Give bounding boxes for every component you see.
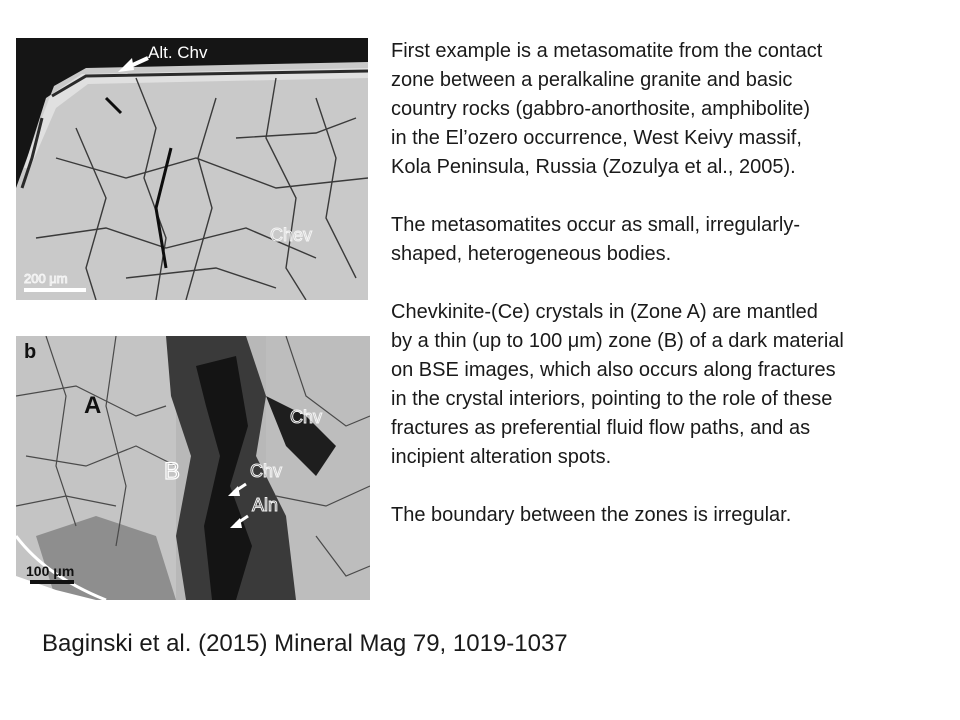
scale-bar-label: 100 μm xyxy=(26,563,75,579)
scale-bar-label: 200 μm xyxy=(24,271,68,286)
paragraph: The boundary between the zones is irregular. xyxy=(391,504,792,526)
scale-bar-line xyxy=(24,288,86,292)
bse-image-top xyxy=(16,38,368,300)
label-chv: Chv xyxy=(250,461,283,481)
label-chev: Chev xyxy=(270,225,313,245)
label-chv: Chv xyxy=(290,407,323,427)
panel-letter: b xyxy=(24,341,37,363)
bse-image-top-graphic xyxy=(16,38,368,300)
bse-image-bottom-graphic xyxy=(16,336,370,600)
label-zone-b: B xyxy=(164,458,181,485)
citation: Baginski et al. (2015) Mineral Mag 79, 1019-1037 xyxy=(42,630,568,657)
paragraph: First example is a metasomatite from the contact zone between a peralkaline granite and basic country rocks (gabbro-anorthosite, amphibolite) in the El’ozero occurrence, West Keivy massif, Kola Peninsula, Russia (Zozulya et al., 2005). xyxy=(391,40,823,178)
bse-image-bottom xyxy=(16,336,370,600)
description-text xyxy=(391,37,943,559)
label-zone-a: A xyxy=(84,392,102,419)
label-alt-chv: Alt. Chv xyxy=(148,43,208,62)
label-aln: Aln xyxy=(252,495,279,515)
scale-bar-line xyxy=(30,580,74,584)
paragraph: Chevkinite-(Ce) crystals in (Zone A) are mantled by a thin (up to 100 μm) zone (B) of a dark material on BSE images, which also occurs along fractures in the crystal interiors, pointing to the role of these fractures as preferential fluid flow paths, and as incipient alteration spots. xyxy=(391,301,844,468)
paragraph: The metasomatites occur as small, irregularly- shaped, heterogeneous bodies. xyxy=(391,214,801,265)
